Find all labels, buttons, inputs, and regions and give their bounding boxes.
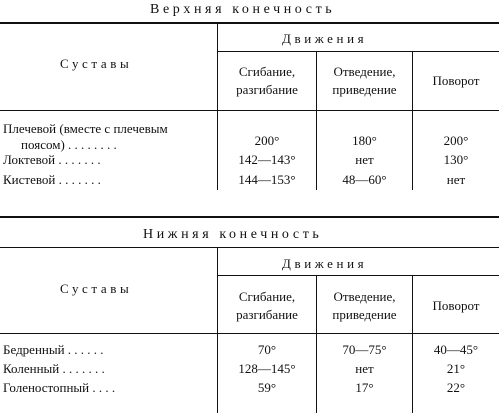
lower-row-knee-flexion: 128—145° [238,361,296,376]
upper-row-shoulder-flexion: 200° [254,133,280,148]
lower-row-ankle-rotation: 22° [446,380,466,395]
lower-row-hip-flexion: 70° [257,342,277,357]
upper-row-wrist-rotation: нет [446,172,466,187]
lower-col-rotation: Поворот [432,298,480,313]
upper-col-rotation: Поворот [432,73,480,88]
upper-header-rule [0,110,499,111]
upper-row-wrist-flexion: 144—153° [238,172,296,187]
lower-row-knee-joint: Коленный . . . . . . . [3,361,105,376]
lower-joints-header: Суставы [60,281,133,296]
lower-row-knee-abduction: нет [355,361,374,376]
lower-movements-header: Движения [282,256,368,271]
lower-top-rule-1 [0,216,499,218]
lower-row-hip-abduction: 70—75° [342,342,387,357]
upper-row-elbow-joint: Локтевой . . . . . . . [3,152,101,167]
lower-limb-title: Нижняя конечность [143,227,323,242]
lower-movements-rule [218,275,499,276]
upper-row-shoulder-abduction: 180° [352,133,377,148]
upper-row-wrist-abduction: 48—60° [342,172,387,187]
upper-col-abduction: Отведение, приведение [332,64,397,97]
lower-row-ankle-joint: Голеностопный . . . . [3,380,116,395]
lower-col-flexion: Сгибание, разгибание [236,289,298,322]
upper-limb-title: Верхняя конечность [150,2,336,17]
lower-row-ankle-flexion: 59° [257,380,277,395]
upper-movements-header: Движения [282,31,368,46]
upper-row-shoulder-rotation: 200° [443,133,469,148]
upper-row-elbow-rotation: 130° [443,152,469,167]
lower-row-ankle-abduction: 17° [355,380,374,395]
upper-row-shoulder-joint: Плечевой (вместе с плечевым поясом) . . . . . . . . [3,121,168,152]
lower-row-hip-rotation: 40—45° [433,342,479,357]
lower-top-rule-2 [0,247,499,248]
upper-row-wrist-joint: Кистевой . . . . . . . [3,172,101,187]
upper-row-elbow-abduction: нет [355,152,374,167]
lower-row-hip-joint: Бедренный . . . . . . [3,342,104,357]
lower-header-rule [0,333,499,334]
upper-col-flexion: Сгибание, разгибание [236,64,298,97]
upper-row-elbow-flexion: 142—143° [238,152,296,167]
upper-joints-header: Суставы [60,56,133,71]
upper-movements-rule [218,51,499,52]
lower-col-abduction: Отведение, приведение [332,289,397,322]
lower-row-knee-rotation: 21° [446,361,466,376]
upper-top-rule [0,22,499,24]
